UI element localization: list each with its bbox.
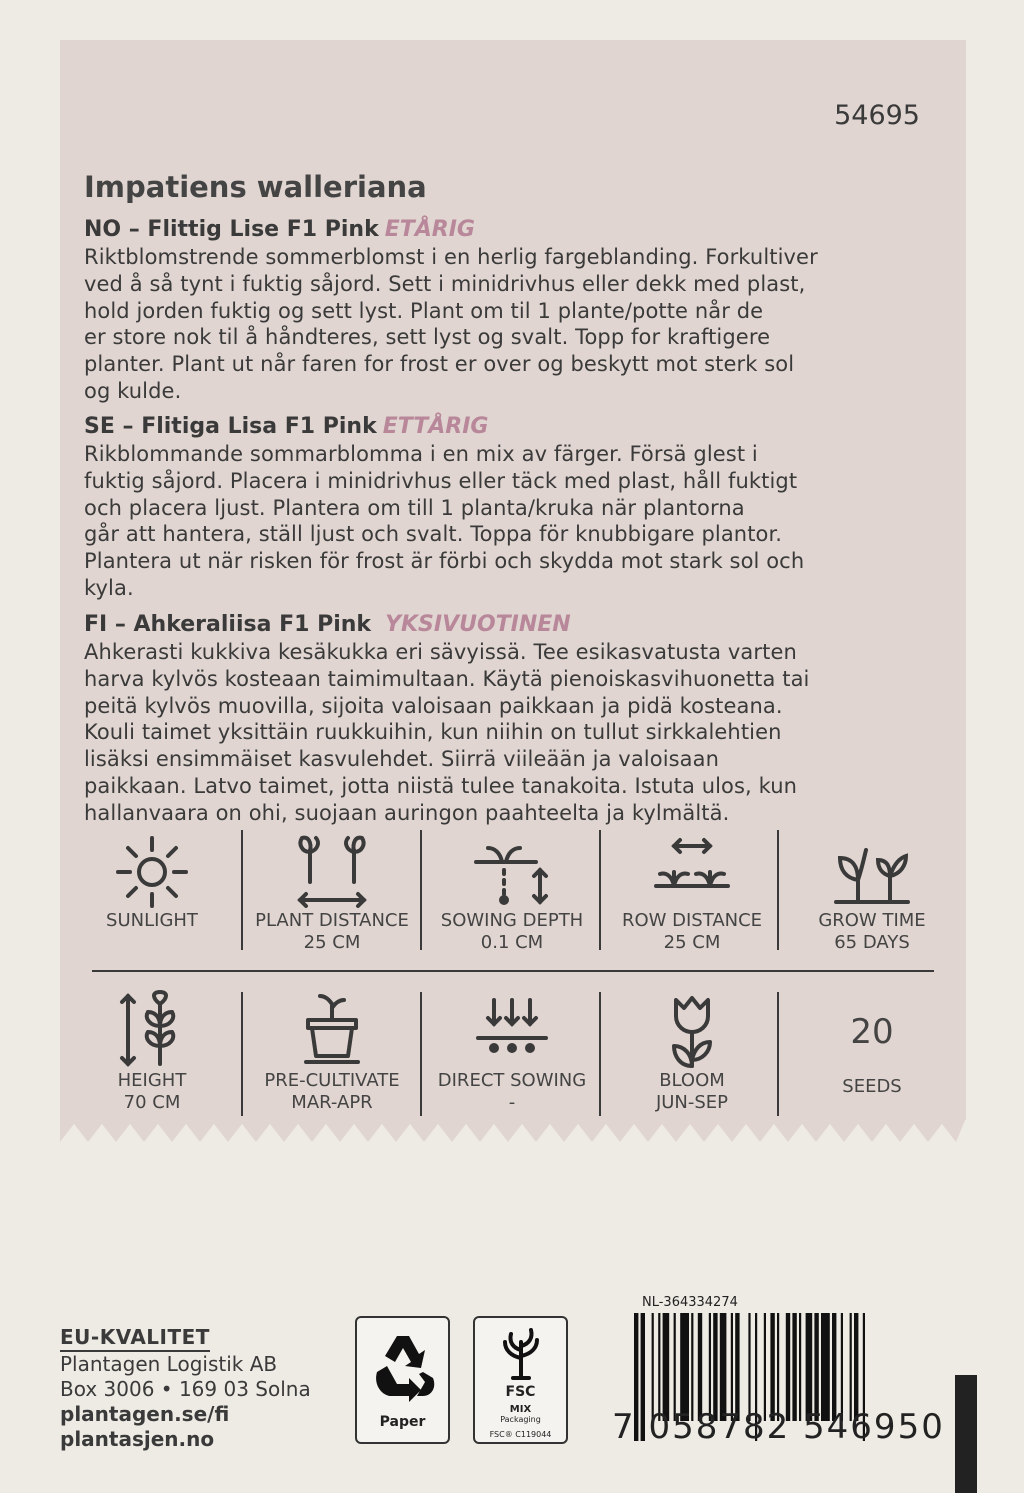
text-line: Kouli taimet yksittäin ruukkuihin, kun niihin on tullut sirkkalehtien <box>84 720 782 745</box>
barcode-bar <box>814 1313 818 1421</box>
text-line: lisäksi ensimmäiset kasvulehdet. Siirrä viileään ja valoisaan <box>84 747 720 772</box>
fsc-label: FSC <box>505 1384 536 1400</box>
text-line: hold jorden fuktig og sett lyst. Plant om til 1 plante/potte når de <box>84 298 764 323</box>
barcode-bar <box>731 1313 733 1421</box>
plant-distance-value: 25 CM <box>303 932 361 953</box>
height-icon <box>112 990 192 1070</box>
divider <box>777 992 779 1116</box>
sunlight-cell <box>62 830 242 954</box>
section-no <box>84 216 934 405</box>
row-distance-label: ROW DISTANCE <box>621 910 763 931</box>
bloom-label: BLOOM <box>659 1070 725 1091</box>
direct-sowing-cell <box>422 990 602 1114</box>
recycle-icon <box>363 1326 443 1406</box>
sunlight-label: SUNLIGHT <box>106 910 198 931</box>
divider <box>241 992 243 1116</box>
tulip-icon <box>652 990 732 1070</box>
text-line: hallanvaara on ohi, suojaan auringon paahteelta ja kylmältä. <box>84 800 730 825</box>
website-no[interactable]: plantasjen.no <box>60 1427 215 1451</box>
plant-distance-label: PLANT DISTANCE <box>255 910 409 931</box>
pot-icon <box>292 990 372 1070</box>
divider <box>420 830 422 950</box>
text-line: er store nok til å håndteres, sett lyst og svalt. Topp for kraftigere <box>84 325 771 350</box>
section-heading: FI – Ahkeraliisa F1 Pink <box>84 612 372 637</box>
sowing-depth-value: 0.1 CM <box>480 932 544 953</box>
article-number: 54695 <box>834 100 920 131</box>
sowing-depth-cell <box>422 830 602 954</box>
section-fi <box>84 611 934 827</box>
grow-time-value: 65 DAYS <box>834 932 910 953</box>
section-se <box>84 413 934 602</box>
text-line: kyla. <box>84 575 134 600</box>
barcode-bar <box>850 1313 852 1421</box>
fsc-tree-icon <box>491 1324 551 1380</box>
barcode-bar <box>680 1313 689 1421</box>
footer-address <box>60 1325 311 1452</box>
sun-icon <box>112 830 192 910</box>
text-line: harva kylvös kosteaan taimimultaan. Käytä pienoiskasvihuonetta tai <box>84 666 810 691</box>
nl-registration: NL-364334274 <box>642 1295 738 1310</box>
barcode-bar <box>691 1313 693 1421</box>
text-line: Ahkerasti kukkiva kesäkukka eri sävyissä. Tee esikasvatusta varten <box>84 640 797 664</box>
ean-number: 7 058782 546950 <box>612 1407 945 1447</box>
icon-row-2 <box>62 990 966 1114</box>
fsc-badge <box>473 1316 568 1444</box>
pre-cultivate-value: MAR-APR <box>291 1092 373 1113</box>
divider <box>777 830 779 950</box>
barcode-bar <box>658 1313 660 1421</box>
barcode-bar <box>748 1313 750 1421</box>
row-distance-cell <box>602 830 782 954</box>
text-line: og kulde. <box>84 378 182 403</box>
direct-sowing-value: - <box>508 1092 516 1113</box>
barcode-bar <box>764 1313 766 1421</box>
barcode-bar <box>806 1313 813 1421</box>
direct-sowing-icon <box>472 990 552 1070</box>
barcode-bar <box>720 1313 727 1421</box>
divider <box>599 992 601 1116</box>
barcode-bar <box>698 1313 702 1421</box>
eu-quality-label: EU-KVALITET <box>60 1325 210 1352</box>
bloom-value: JUN-SEP <box>655 1092 729 1113</box>
zigzag-edge <box>60 1118 966 1144</box>
fsc-code: FSC® C119044 <box>489 1430 552 1439</box>
paper-label: Paper <box>379 1414 426 1430</box>
annual-label: ETÅRIG <box>384 217 475 242</box>
text-line: Plantera ut när risken för frost är förbi och skydda mot stark sol och <box>84 549 805 574</box>
address: Box 3006 • 169 03 Solna <box>60 1377 311 1401</box>
text-line: paikkaan. Latvo taimet, jotta niistä tulee tanakoita. Istuta ulos, kun <box>84 773 798 798</box>
barcode-bar <box>786 1313 790 1421</box>
fsc-mix-label: MIX <box>509 1404 532 1415</box>
annual-label: YKSIVUOTINEN <box>385 612 571 637</box>
text-line: och placera ljust. Plantera om till 1 planta/kruka när plantorna <box>84 495 745 520</box>
plant-distance-icon <box>292 830 372 910</box>
text-line: peitä kylvös muovilla, sijoita valoisaan paikkaan ja pidä kosteana. <box>84 693 783 718</box>
barcode-bar <box>709 1313 711 1421</box>
barcode-bar <box>713 1313 717 1421</box>
species-name: Impatiens walleriana <box>84 170 427 204</box>
icon-row-1 <box>62 830 966 954</box>
seeds-label: SEEDS <box>842 1076 902 1097</box>
text-line: Riktblomstrende sommerblomst i en herlig fargeblanding. Forkultiver <box>84 245 818 269</box>
pre-cultivate-cell <box>242 990 422 1114</box>
company-name: Plantagen Logistik AB <box>60 1352 278 1376</box>
barcode-bar <box>663 1313 670 1421</box>
barcode-bar <box>854 1313 858 1421</box>
text-line: planter. Plant ut når faren for frost er over og beskytt mot sterk sol <box>84 352 795 377</box>
text-line: Rikblommande sommarblomma i en mix av färger. Försä glest i <box>84 442 758 466</box>
barcode-bar <box>777 1313 779 1421</box>
height-value: 70 CM <box>123 1092 181 1113</box>
barcode-bar <box>841 1313 843 1421</box>
barcode-bar <box>821 1313 830 1421</box>
height-label: HEIGHT <box>117 1070 187 1091</box>
barcode-bar <box>735 1313 739 1421</box>
website-fi[interactable]: plantagen.se/fi <box>60 1402 230 1426</box>
section-heading: SE – Flitiga Lisa F1 Pink <box>84 414 377 439</box>
barcode-bar <box>770 1313 774 1421</box>
direct-sowing-label: DIRECT SOWING <box>437 1070 587 1091</box>
sowing-depth-icon <box>472 830 552 910</box>
paper-recycle-badge <box>355 1316 450 1444</box>
seeds-cell <box>782 990 962 1114</box>
plant-distance-cell <box>242 830 422 954</box>
text-line: går att hantera, ställ ljust och svalt. Toppa för knubbigare plantor. <box>84 522 783 547</box>
text-line: fuktig såjord. Placera i minidrivhus eller täck med plast, håll fuktigt <box>84 468 798 493</box>
grow-time-cell <box>782 830 962 954</box>
grow-time-icon <box>832 830 912 910</box>
barcode-bar <box>792 1313 796 1421</box>
fsc-packaging-label: Packaging <box>500 1415 541 1424</box>
sowing-depth-label: SOWING DEPTH <box>440 910 584 931</box>
barcode-bar <box>652 1313 654 1421</box>
text-line: ved å så tynt i fuktig såjord. Sett i minidrivhus eller dekk med plast, <box>84 271 806 296</box>
barcode-bar <box>832 1313 836 1421</box>
annual-label: ETTÅRIG <box>382 414 489 439</box>
divider <box>599 830 601 950</box>
seed-count: 20 <box>850 1012 894 1052</box>
barcode-bar <box>799 1313 801 1421</box>
grow-time-label: GROW TIME <box>818 910 926 931</box>
horizontal-divider <box>92 970 934 972</box>
side-bar-mark <box>955 1375 977 1493</box>
divider <box>241 830 243 950</box>
pre-cultivate-label: PRE-CULTIVATE <box>264 1070 400 1091</box>
barcode-bar <box>674 1313 676 1421</box>
divider <box>420 992 422 1116</box>
row-distance-icon <box>652 830 732 910</box>
height-cell <box>62 990 242 1114</box>
bloom-cell <box>602 990 782 1114</box>
section-heading: NO – Flittig Lise F1 Pink <box>84 217 379 242</box>
row-distance-value: 25 CM <box>663 932 721 953</box>
